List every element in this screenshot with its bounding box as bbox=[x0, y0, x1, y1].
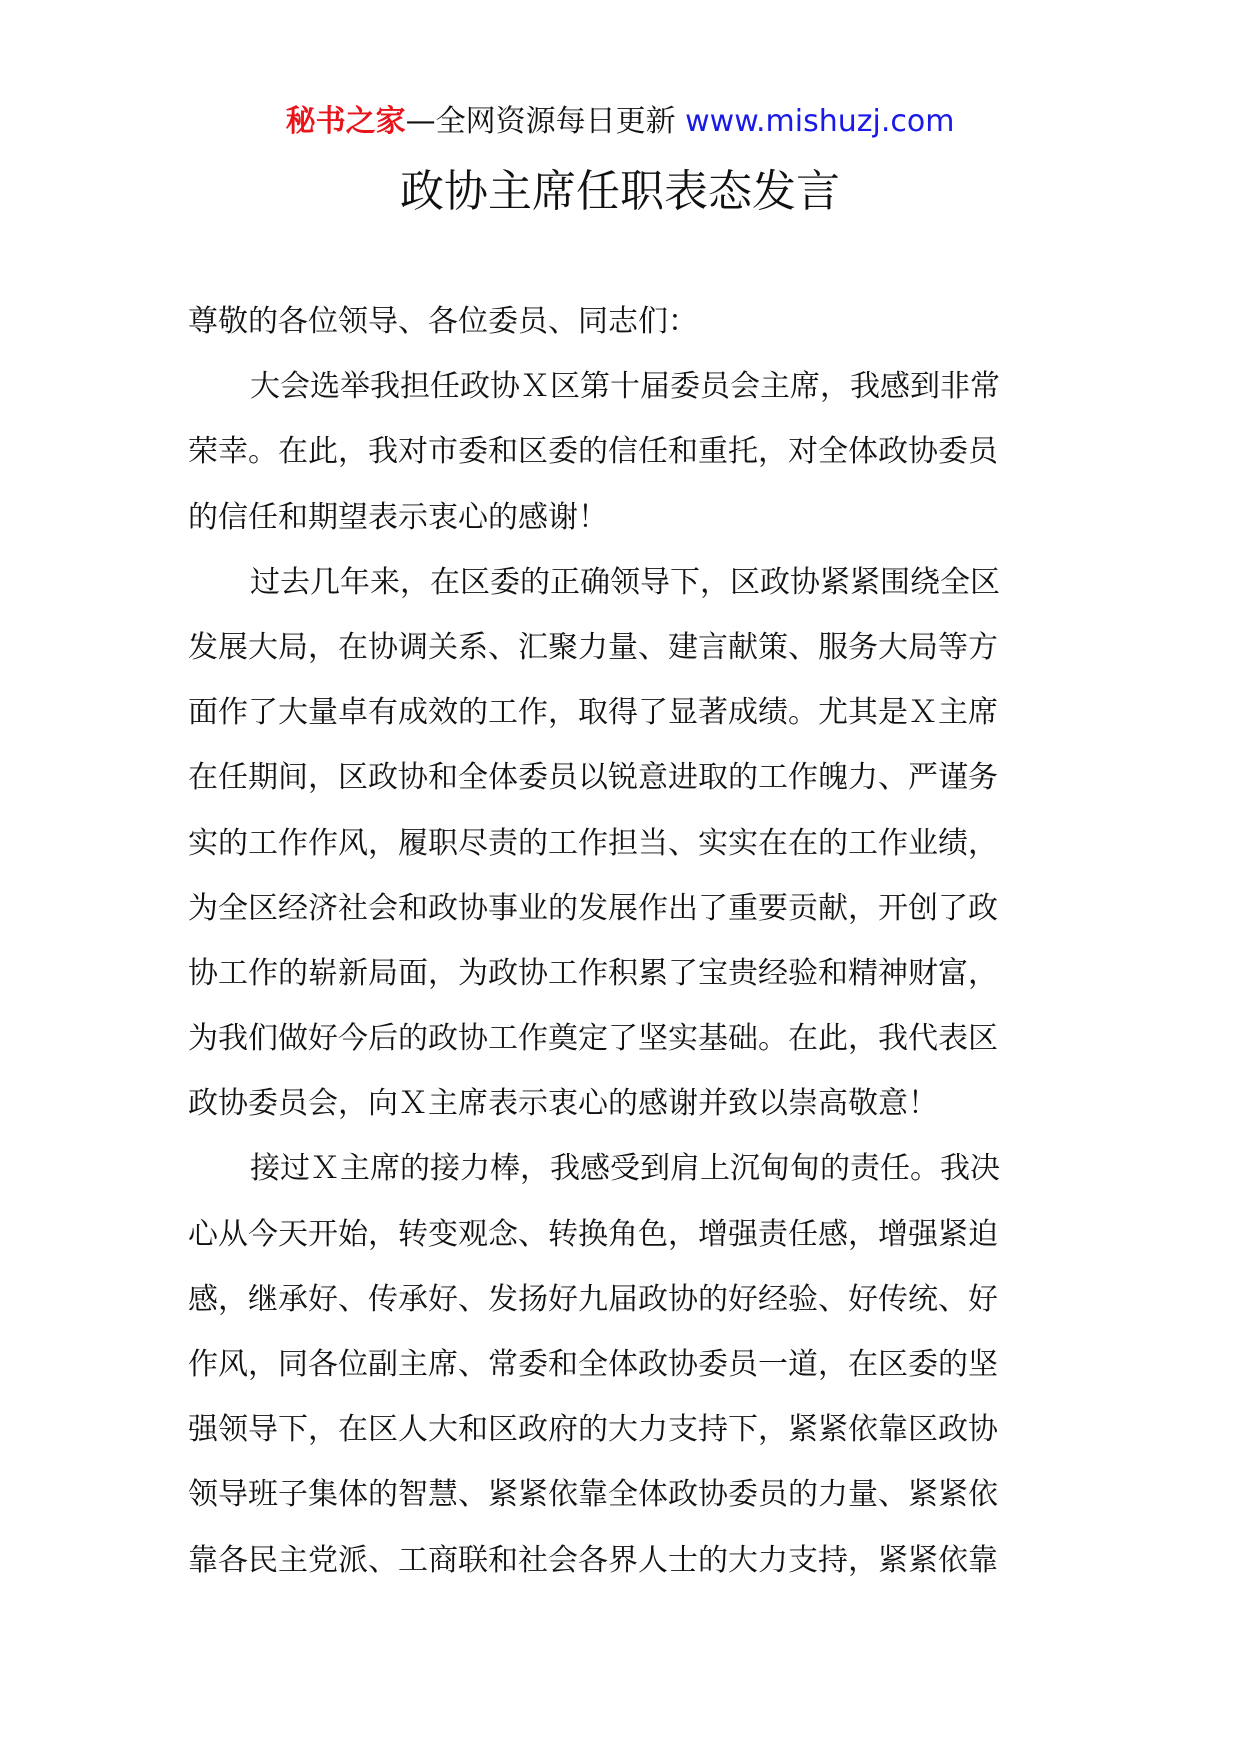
paragraph-line: 实的工作作风，履职尽责的工作担当、实实在在的工作业绩， bbox=[188, 825, 998, 861]
paragraph-line: 面作了大量卓有成效的工作，取得了显著成绩。尤其是Ｘ主席 bbox=[188, 695, 998, 731]
paragraph-line: 强领导下，在区人大和区政府的大力支持下，紧紧依靠区政协 bbox=[188, 1412, 998, 1448]
paragraph-line: 接过Ｘ主席的接力棒，我感受到肩上沉甸甸的责任。我决 bbox=[250, 1151, 1000, 1187]
paragraph-line: 为全区经济社会和政协事业的发展作出了重要贡献，开创了政 bbox=[188, 890, 998, 926]
paragraph-line: 荣幸。在此，我对市委和区委的信任和重托，对全体政协委员 bbox=[188, 434, 998, 470]
paragraph-line: 过去几年来，在区委的正确领导下，区政协紧紧围绕全区 bbox=[250, 564, 1000, 600]
paragraph-line: 的信任和期望表示衷心的感谢！ bbox=[188, 499, 608, 535]
paragraph-line: 为我们做好今后的政协工作奠定了坚实基础。在此，我代表区 bbox=[188, 1021, 998, 1057]
site-url-link[interactable]: www.mishuzj.com bbox=[685, 104, 955, 139]
paragraph-line: 作风，同各位副主席、常委和全体政协委员一道，在区委的坚 bbox=[188, 1347, 998, 1382]
watermark-header bbox=[0, 100, 1240, 144]
paragraph-line: 协工作的崭新局面，为政协工作积累了宝贵经验和精神财富， bbox=[188, 955, 998, 991]
paragraph-line: 靠各民主党派、工商联和社会各界人士的大力支持，紧紧依靠 bbox=[188, 1542, 998, 1578]
paragraph-line: 发展大局，在协调关系、汇聚力量、建言献策、服务大局等方 bbox=[188, 629, 998, 665]
document-title: 政协主席任职表态发言 bbox=[400, 166, 840, 217]
paragraph-line: 感，继承好、传承好、发扬好九届政协的好经验、好传统、好 bbox=[188, 1281, 998, 1317]
paragraph-line: 大会选举我担任政协Ｘ区第十届委员会主席，我感到非常 bbox=[250, 369, 1000, 405]
document-body bbox=[188, 298, 1056, 1602]
header-tagline: —全网资源每日更新 bbox=[405, 104, 676, 139]
paragraph-line: 领导班子集体的智慧、紧紧依靠全体政协委员的力量、紧紧依 bbox=[188, 1477, 998, 1513]
paragraph-line: 心从今天开始，转变观念、转换角色，增强责任感，增强紧迫 bbox=[188, 1216, 998, 1252]
paragraph-line: 在任期间，区政协和全体委员以锐意进取的工作魄力、严谨务 bbox=[188, 760, 998, 796]
salutation-line: 尊敬的各位领导、各位委员、同志们： bbox=[188, 304, 698, 339]
brand-name: 秘书之家 bbox=[285, 104, 406, 139]
paragraph-line: 政协委员会，向Ｘ主席表示衷心的感谢并致以崇高敬意！ bbox=[188, 1086, 938, 1122]
